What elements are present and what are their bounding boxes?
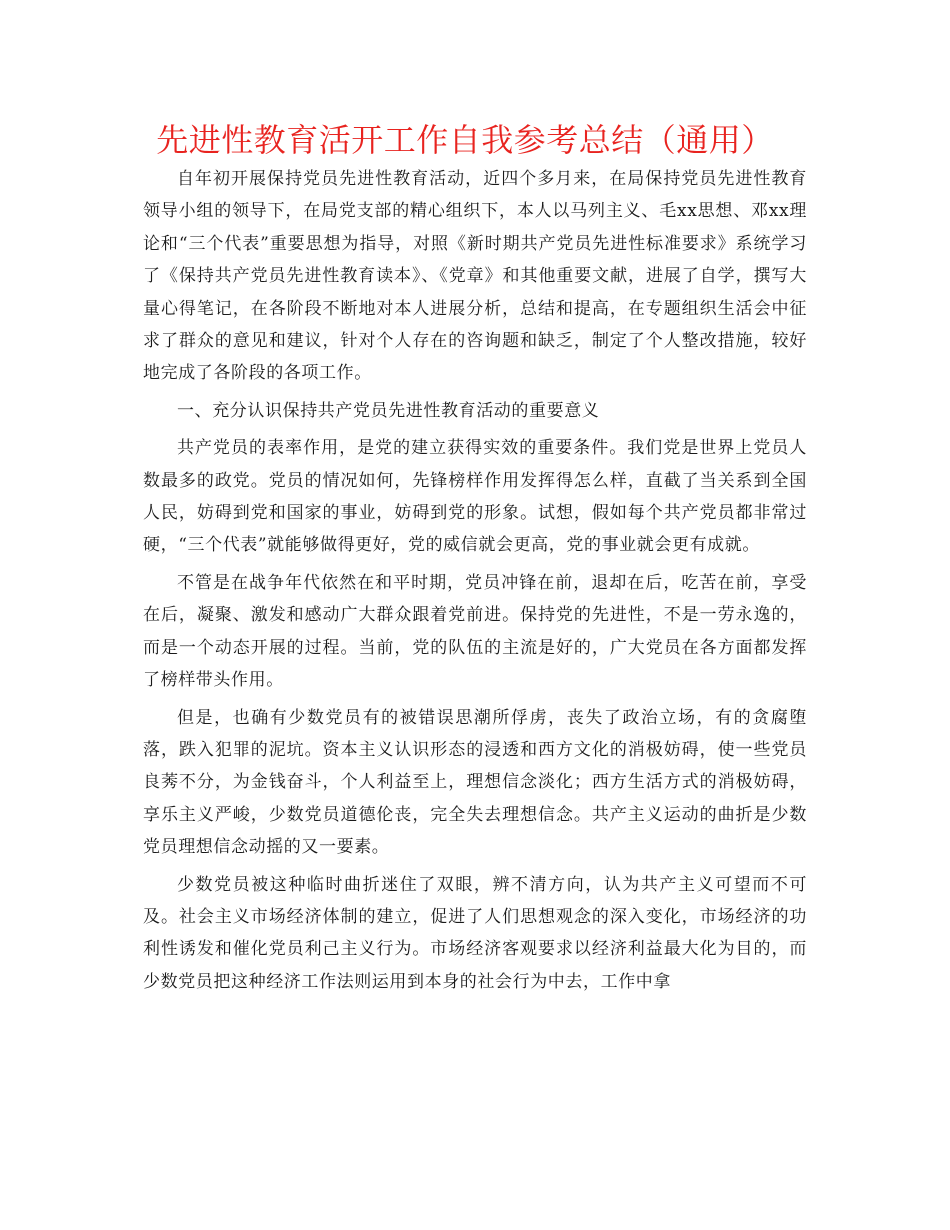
paragraph: 不管是在战争年代依然在和平时期，党员冲锋在前，退却在后，吃苦在前，享受在后，凝聚、激发和感动广大群众跟着党前进。保持党的先进性，不是一劳永逸的，而是一个动态开展的过程。当前，党的队伍的主流是好的，广大党员在各方面都发挥了榜样带头作用。 — [143, 572, 807, 691]
document-body — [143, 163, 807, 1003]
document-title: 先进性教育活开工作自我参考总结（通用） — [156, 121, 774, 159]
paragraph: 少数党员被这种临时曲折迷住了双眼，辨不清方向，认为共产主义可望而不可及。社会主义市场经济体制的建立，促进了人们思想观念的深入变化，市场经济的功利性诱发和催化党员利己主义行为。市场经济客观要求以经济利益最大化为目的，而少数党员把这种经济工作法则运用到本身的社会行为中去，工作中拿 — [143, 874, 807, 992]
paragraph: 但是，也确有少数党员有的被错误思潮所俘虏，丧失了政治立场，有的贪腐堕落，跌入犯罪的泥坑。资本主义认识形态的浸透和西方文化的消极妨碍，使一些党员良莠不分，为金钱奋斗，个人利益至上，理想信念淡化；西方生活方式的消极妨碍，享乐主义严峻，少数党员道德伦丧，完全失去理想信念。共产主义运动的曲折是少数党员理想信念动摇的又一要素。 — [143, 707, 807, 858]
section-heading: 一、充分认识保持共产党员先进性教育活动的重要意义 — [177, 400, 600, 421]
paragraph-intro: 自年初开展保持党员先进性教育活动，近四个多月来，在局保持党员先进性教育领导小组的领导下，在局党支部的精心组织下，本人以马列主义、毛xx思想、邓xx理论和“三个代表”重要思想为指导，对照《新时期共产党员先进性标准要求》系统学习了《保持共产党员先进性教育读本》、《党章》和其他重要文献，进展了自学，撰写大量心得笔记，在各阶段不断地对本人进展分析，总结和提高，在专题组织生活会中征求了群众的意见和建议，针对个人存在的咨询题和缺乏，制定了个人整改措施，较好地完成了各阶段的各项工作。 — [143, 169, 807, 384]
paragraph: 共产党员的表率作用，是党的建立获得实效的重要条件。我们党是世界上党员人数最多的政党。党员的情况如何，先锋榜样作用发挥得怎么样，直截了当关系到全国人民，妨碍到党和国家的事业，妨碍到党的形象。试想，假如每个共产党员都非常过硬，“三个代表”就能够做得更好，党的威信就会更高，党的事业就会更有成就。 — [143, 438, 807, 556]
